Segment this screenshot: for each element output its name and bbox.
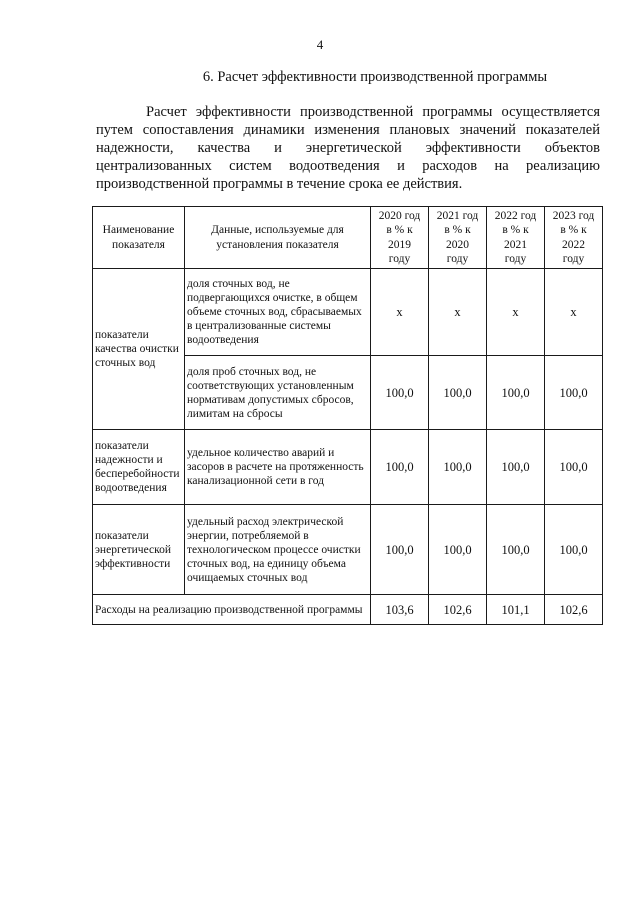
value-cell: 100,0 bbox=[545, 356, 603, 430]
header-indicator: Наименование показателя bbox=[93, 207, 185, 269]
table-total-row bbox=[93, 595, 603, 625]
value-cell: 100,0 bbox=[487, 430, 545, 505]
table-row bbox=[93, 505, 603, 595]
efficiency-table bbox=[92, 206, 603, 625]
section-title: 6. Расчет эффективности производственной программы bbox=[202, 69, 548, 85]
intro-line: централизованных систем водоотведения и расходов на реализацию bbox=[96, 158, 600, 174]
value-cell: х bbox=[545, 269, 603, 356]
indicator-reliability: показатели надежности и бесперебойности водоотведения bbox=[93, 430, 185, 505]
header-year-2021: 2021 год в % к 2020 году bbox=[429, 207, 487, 269]
intro-line: Расчет эффективности производственной программы осуществляется bbox=[146, 104, 600, 120]
page-number: 4 bbox=[316, 37, 324, 52]
value-cell: 100,0 bbox=[545, 430, 603, 505]
total-value: 102,6 bbox=[545, 595, 603, 625]
header-year-2023: 2023 год в % к 2022 году bbox=[545, 207, 603, 269]
data-cell: удельный расход электрической энергии, потребляемой в технологическом процессе очистки сточных вод, на единицу объема очищаемых сточных вод bbox=[185, 505, 371, 595]
intro-line: путем сопоставления динамики изменения плановых значений показателей bbox=[96, 122, 600, 138]
total-label: Расходы на реализацию производственной программы bbox=[93, 595, 371, 625]
value-cell: 100,0 bbox=[429, 505, 487, 595]
header-year-2022: 2022 год в % к 2021 году bbox=[487, 207, 545, 269]
indicator-energy: показатели энергетической эффективности bbox=[93, 505, 185, 595]
intro-line: производственной программы в течение срока ее действия. bbox=[96, 176, 463, 192]
total-value: 101,1 bbox=[487, 595, 545, 625]
value-cell: 100,0 bbox=[371, 356, 429, 430]
data-cell: удельное количество аварий и засоров в расчете на протяженность канализационной сети в год bbox=[185, 430, 371, 505]
total-value: 103,6 bbox=[371, 595, 429, 625]
table-header-row bbox=[93, 207, 603, 269]
data-cell: доля проб сточных вод, не соответствующих установленным нормативам допустимых сбросов, лимитам на сбросы bbox=[185, 356, 371, 430]
value-cell: 100,0 bbox=[487, 356, 545, 430]
intro-line: надежности, качества и энергетической эффективности объектов bbox=[96, 140, 600, 156]
value-cell: 100,0 bbox=[429, 356, 487, 430]
header-data-used: Данные, используемые для установления показателя bbox=[185, 207, 371, 269]
value-cell: 100,0 bbox=[487, 505, 545, 595]
value-cell: х bbox=[429, 269, 487, 356]
value-cell: х bbox=[371, 269, 429, 356]
table-row bbox=[93, 430, 603, 505]
value-cell: 100,0 bbox=[371, 505, 429, 595]
table-row bbox=[93, 269, 603, 356]
header-year-2020: 2020 год в % к 2019 году bbox=[371, 207, 429, 269]
total-value: 102,6 bbox=[429, 595, 487, 625]
value-cell: 100,0 bbox=[371, 430, 429, 505]
data-cell: доля сточных вод, не подвергающихся очистке, в общем объеме сточных вод, сбрасываемых в централизованные системы водоотведения bbox=[185, 269, 371, 356]
value-cell: х bbox=[487, 269, 545, 356]
intro-paragraph bbox=[96, 103, 600, 193]
value-cell: 100,0 bbox=[545, 505, 603, 595]
value-cell: 100,0 bbox=[429, 430, 487, 505]
indicator-quality: показатели качества очистки сточных вод bbox=[93, 269, 185, 430]
